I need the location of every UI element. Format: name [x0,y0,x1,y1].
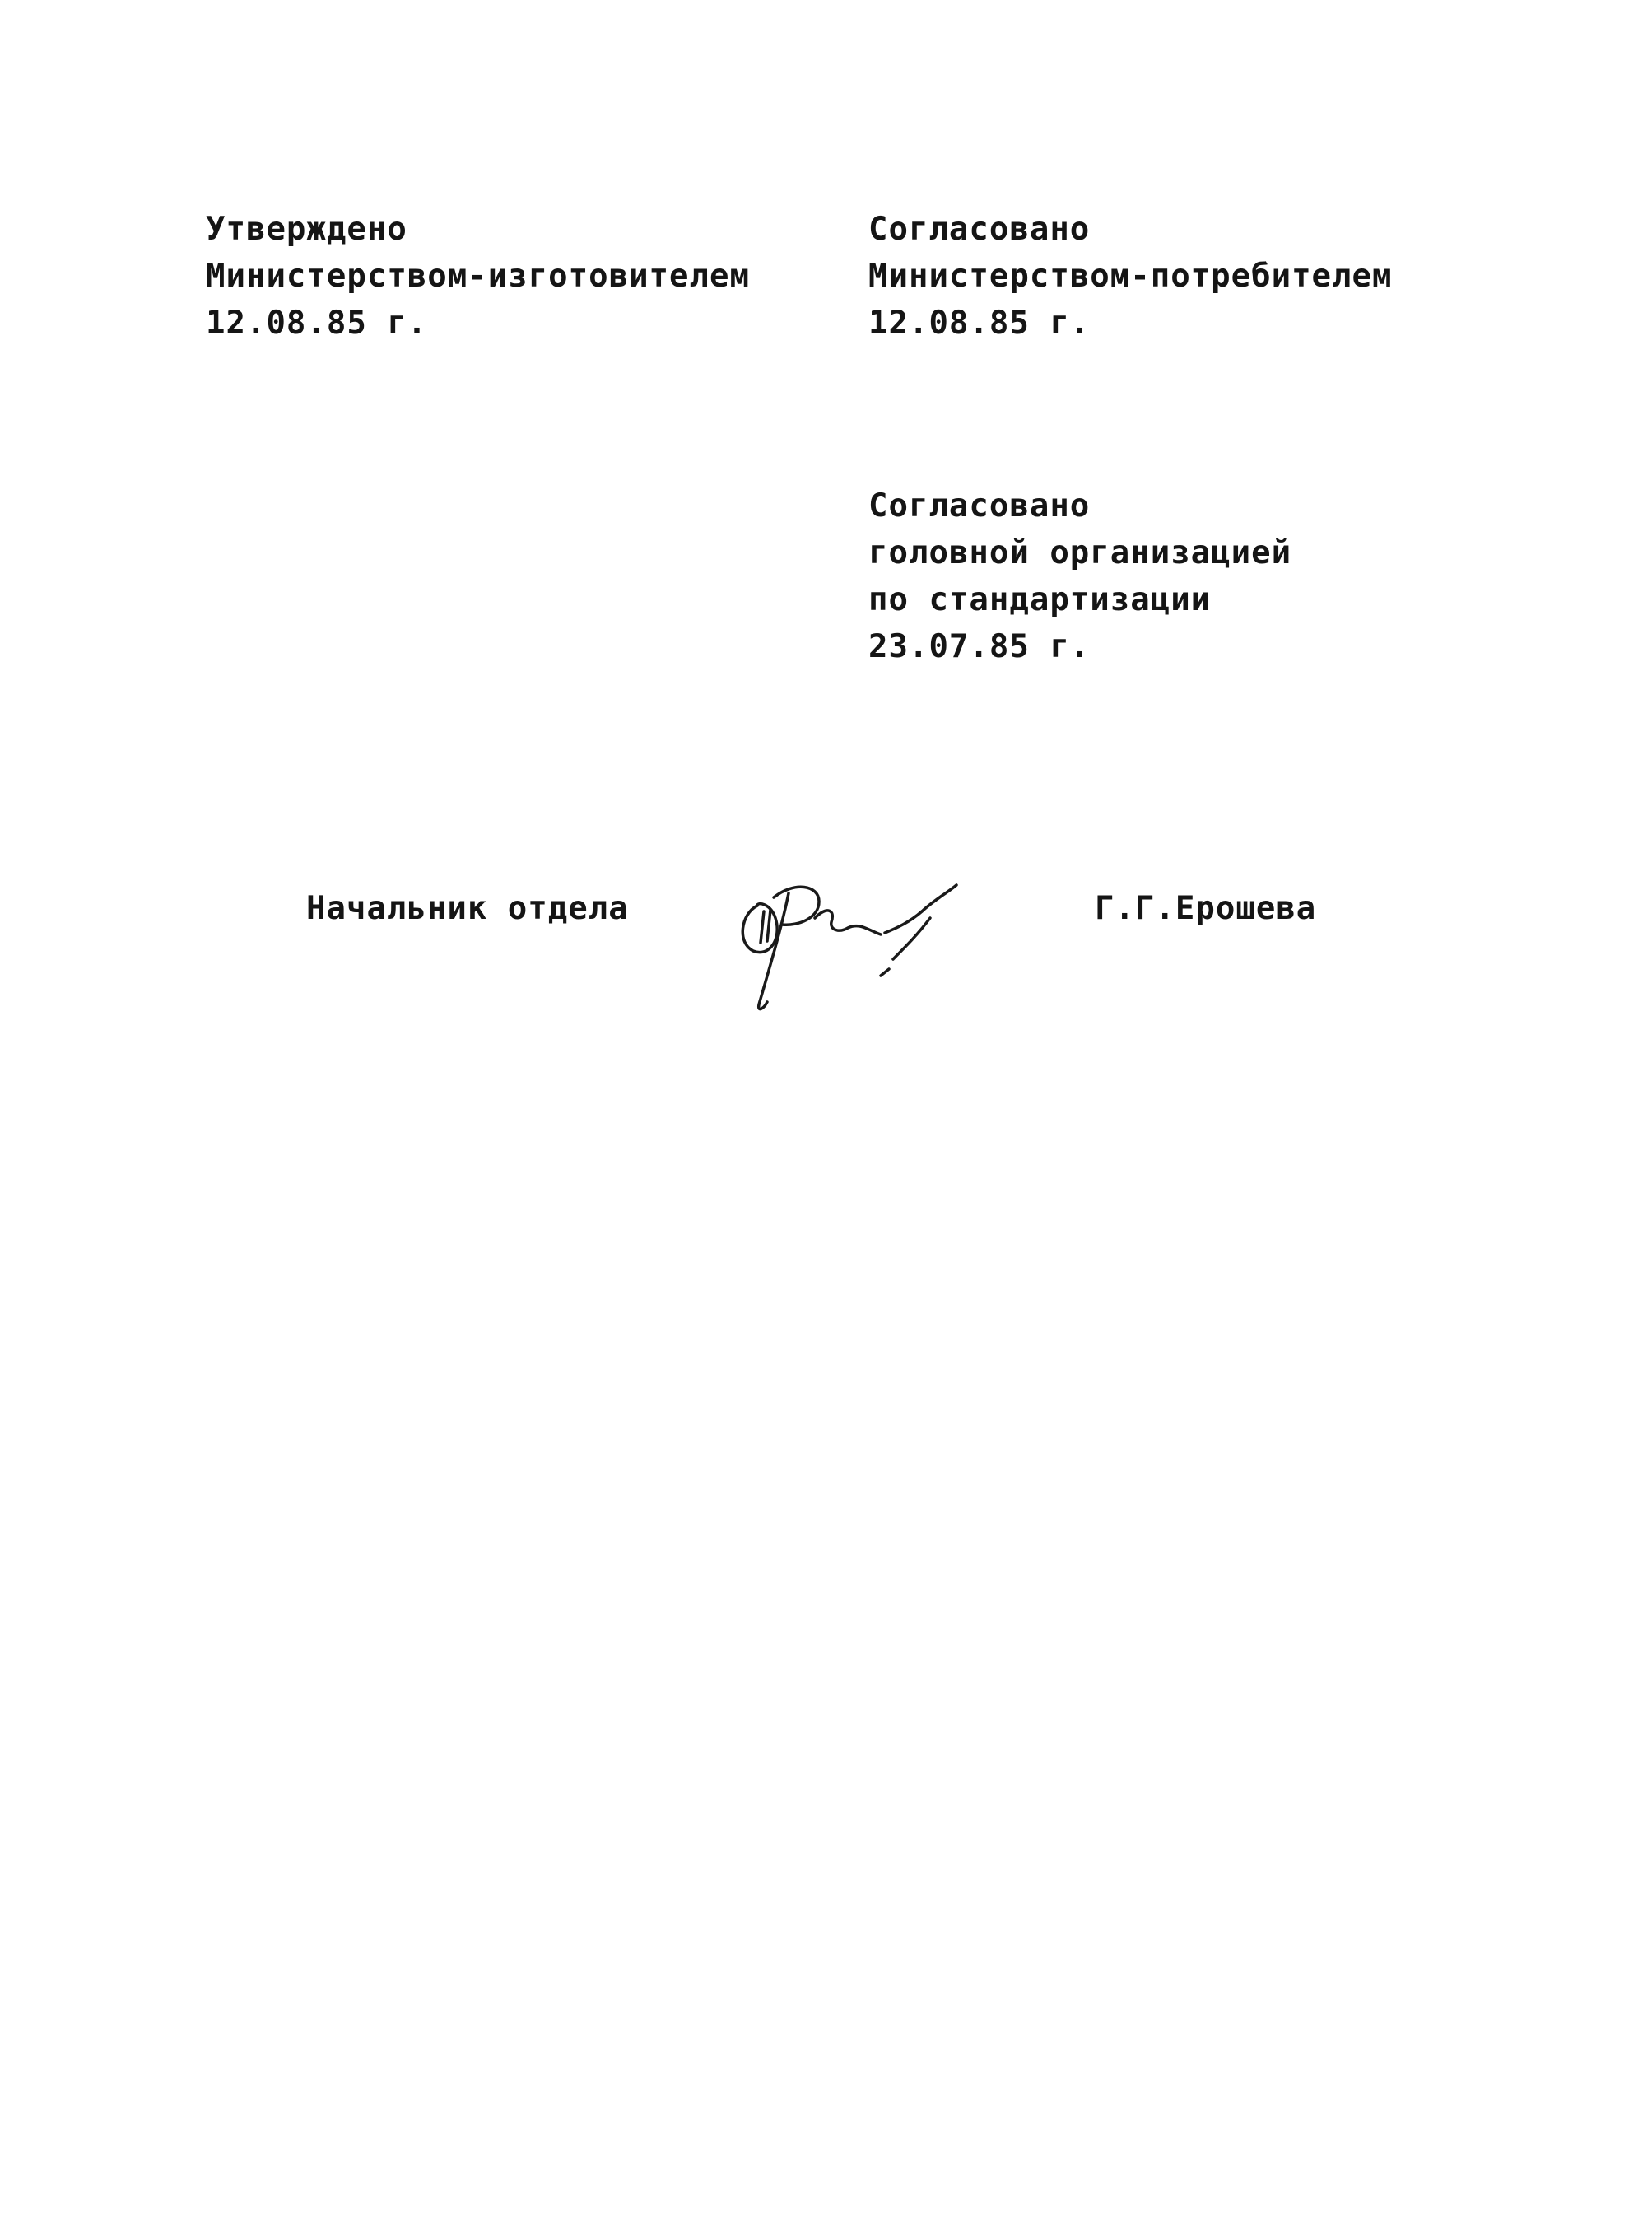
approved-date: 12.08.85 г. [206,305,428,342]
approved-block [206,206,750,347]
agreed-standard-org: головной организацией [868,534,1292,571]
agreed-standard-org-cont: по стандартизации [868,581,1212,618]
agreed-standard-date: 23.07.85 г. [868,628,1091,665]
signature-position: Начальник отдела [306,890,629,927]
agreed-consumer-label: Согласовано [868,211,1091,248]
agreed-consumer-date: 12.08.85 г. [868,305,1091,342]
handwritten-signature [724,860,1004,1025]
agreed-consumer-block [868,206,1392,347]
signature-name: Г.Г.Ерошева [1095,890,1317,927]
agreed-standard-block [868,482,1291,670]
agreed-consumer-ministry: Министерством-потребителем [868,258,1393,295]
agreed-standard-label: Согласовано [868,487,1091,524]
signature-row [0,885,1652,1017]
approved-ministry: Министерством-изготовителем [206,258,750,295]
approved-label: Утверждено [206,211,407,248]
